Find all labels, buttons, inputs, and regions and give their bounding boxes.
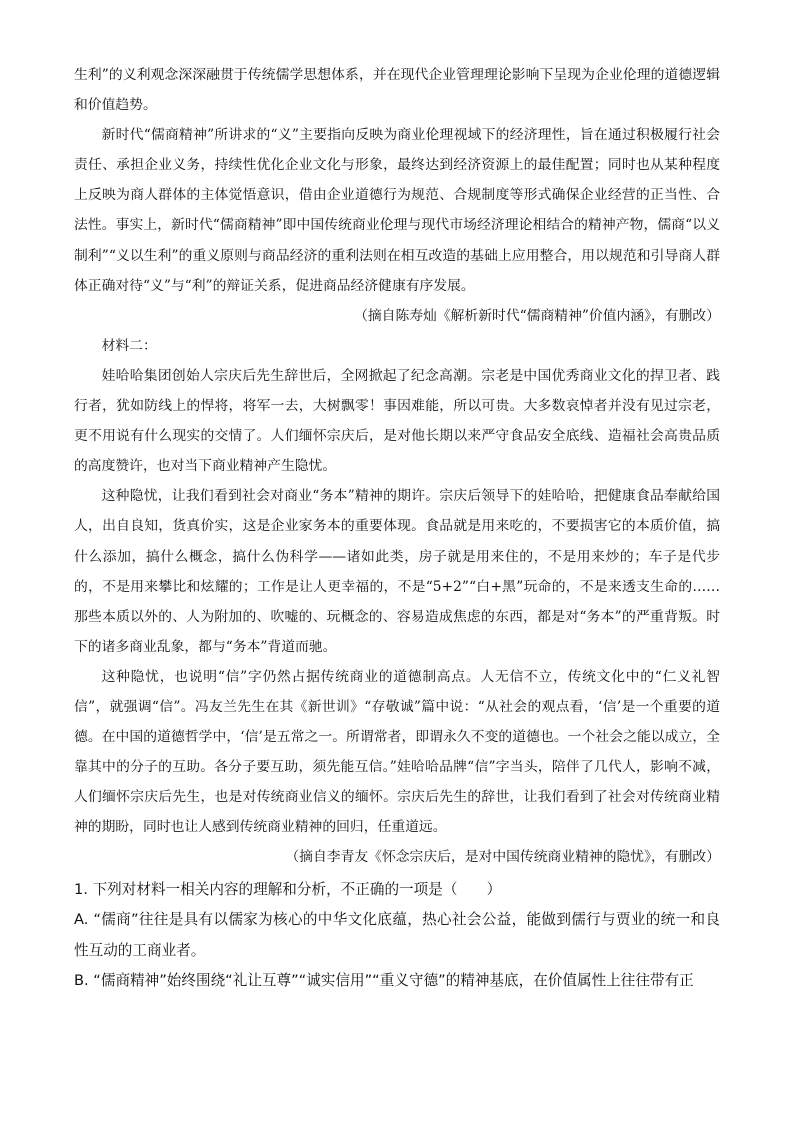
source-citation-1: （摘自陈寿灿《解析新时代“儒商精神”价值内涵》，有删改） bbox=[354, 307, 720, 324]
passage-paragraph-worry: 这种隐忧，让我们看到社会对商业“务本”精神的期许。宗庆后领导下的娃哈哈，把健康食品奉献给国人，出自良知，货真价实，这是企业家务本的重要体现。食品就是用来吃的，不要损害它的本质价值，搞什么添加，搞什么概念，搞什么伪科学——诸如此类，房子就是用来住的，不是用来炒的；车子是代步的，不是用来攀比和炫耀的；工作是让人更幸福的，不是“5+2”“白+黑”玩命的，不是来透支生命的……那些本质以外的、人为附加的、吹嘘的、玩概念的、容易造成焦虑的东西，都是对“务本”的严重背叛。时下的诸多商业乱象，都与“务本”背道而驰。 bbox=[74, 488, 720, 655]
question-1-stem: 1. 下列对材料一相关内容的理解和分析，不正确的一项是（ ） bbox=[74, 880, 502, 898]
question-1-option-a: A. “儒商”往往是具有以儒家为核心的中华文化底蕴，热心社会公益，能做到儒行与贾业的统一和良性互动的工商业者。 bbox=[74, 911, 720, 959]
page-content bbox=[74, 60, 720, 997]
passage-paragraph-new-era: 新时代“儒商精神”所讲求的“义”主要指向反映为商业伦理视域下的经济理性，旨在通过积极履行社会责任、承担企业义务，持续性优化企业文化与形象，最终达到经济资源上的最佳配置；同时也从某种程度上反映为商人群体的主体觉悟意识，借由企业道德行为规范、合规制度等形式确保企业经营的正当性、合法性。事实上，新时代“儒商精神”即中国传统商业伦理与现代市场经济理论相结合的精神产物，儒商“以义制利”“义以生利”的重义原则与商品经济的重利法则在相互改造的基础上应用整合，用以规范和引导商人群体正确对待“义”与“利”的辩证关系，促进商品经济健康有序发展。 bbox=[74, 127, 720, 294]
passage-paragraph-trust: 这种隐忧，也说明“信”字仍然占据传统商业的道德制高点。人无信不立，传统文化中的“仁义礼智信”，就强调“信”。冯友兰先生在其《新世训》“存敬诚”篇中说：“从社会的观点看，‘信’是一个重要的道德。在中国的道德哲学中，‘信’是五常之一。所谓常者，即谓永久不变的道德也。一个社会之能以成立，全靠其中的分子的互助。各分子要互助，须先能互信。”娃哈哈品牌“信”字当头，陪伴了几代人，影响不减，人们缅怀宗庆后先生，也是对传统商业信义的缅怀。宗庆后先生的辞世，让我们看到了社会对传统商业精神的期盼，同时也让人感到传统商业精神的回归，任重道远。 bbox=[74, 668, 720, 836]
question-1-option-b: B. “儒商精神”始终围绕“礼让互尊”“诚实信用”“重义守德”的精神基底，在价值属性上往往带有正 bbox=[74, 972, 694, 990]
source-citation-2: （摘自李青友《怀念宗庆后，是对中国传统商业精神的隐忧》，有删改） bbox=[285, 849, 720, 866]
passage-paragraph-wahaha: 娃哈哈集团创始人宗庆后先生辞世后，全网掀起了纪念高潮。宗老是中国优秀商业文化的捍卫者、践行者，犹如防线上的悍将，将军一去，大树飘零！事因难能，所以可贵。大多数哀悼者并没有见过宗老，更不用说有什么现实的交情了。人们缅怀宗庆后，是对他长期以来严守食品安全底线、造福社会高贵品质的高度赞许，也对当下商业精神产生隐忧。 bbox=[74, 367, 720, 475]
material-two-heading: 材料二： bbox=[101, 337, 157, 354]
passage-paragraph-continuation: 生利”的义利观念深深融贯于传统儒学思想体系，并在现代企业管理理论影响下呈现为企业伦理的道德逻辑和价值趋势。 bbox=[74, 67, 720, 114]
